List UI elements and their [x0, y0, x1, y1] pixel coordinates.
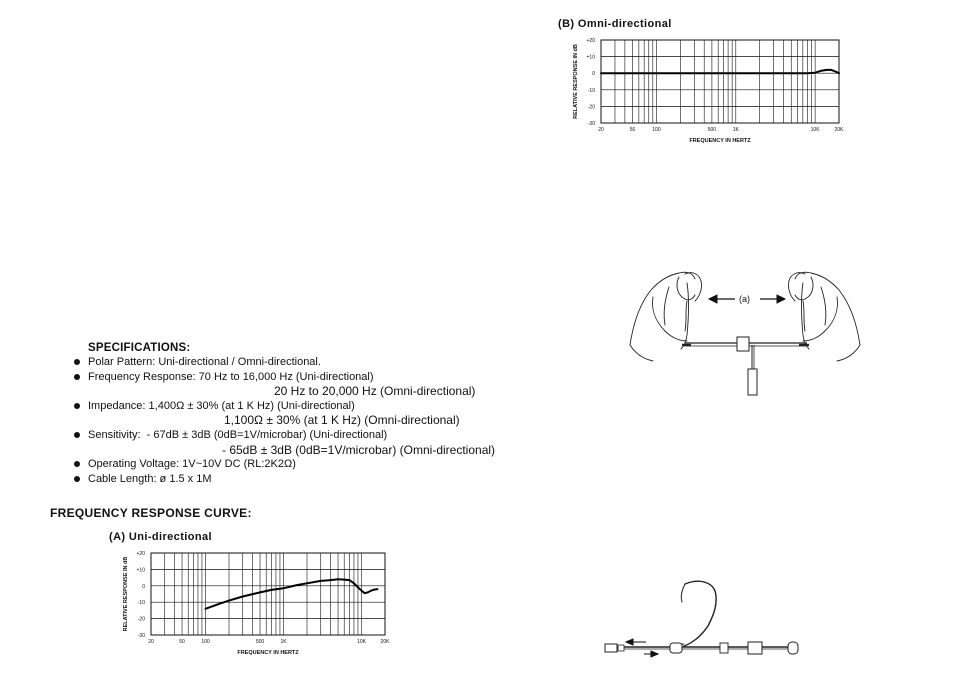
- x-tick-label: 1K: [280, 639, 287, 645]
- x-tick-label: 20K: [834, 127, 844, 133]
- y-tick-label: -20: [137, 616, 145, 623]
- y-tick-label: 0: [142, 583, 145, 590]
- chart-b-title: (B) Omni-directional: [558, 18, 672, 30]
- x-tick-label: 50: [629, 127, 636, 133]
- spec-frequency-response-omni: 20 Hz to 20,000 Hz (Omni-directional): [274, 384, 476, 399]
- spec-sensitivity: Sensitivity: - 67dB ± 3dB (0dB=1V/microbar) (Uni-directional): [88, 428, 388, 441]
- y-tick-label: +20: [586, 38, 595, 44]
- y-tick-label: -10: [137, 600, 145, 607]
- frequency-response-curve-title: FREQUENCY RESPONSE CURVE:: [50, 506, 252, 520]
- x-tick-label: 1K: [732, 127, 739, 133]
- bullet-icon: [74, 432, 80, 438]
- spec-cable-length: Cable Length: ø 1.5 x 1M: [88, 472, 212, 485]
- x-tick-label: 100: [201, 639, 210, 645]
- response-curve: [206, 579, 378, 609]
- y-tick-label: -20: [587, 104, 595, 111]
- y-tick-label: +10: [136, 567, 145, 574]
- x-tick-label: 50: [179, 639, 185, 645]
- x-axis-label: FREQUENCY IN HERTZ: [689, 138, 751, 144]
- y-tick-label: 0: [592, 71, 595, 78]
- spec-impedance: Impedance: 1,400Ω ± 30% (at 1 K Hz) (Uni-directional): [88, 399, 355, 412]
- x-axis-label: FREQUENCY IN HERTZ: [237, 650, 299, 656]
- chart-omni-directional: [565, 32, 860, 147]
- x-tick-label: 500: [707, 127, 717, 133]
- y-axis-label: RELATIVE RESPONSE IN dB: [573, 44, 579, 119]
- x-tick-label: 100: [652, 127, 661, 133]
- y-tick-label: -10: [587, 87, 595, 94]
- x-tick-label: 10K: [810, 127, 820, 133]
- plot-frame: [151, 553, 385, 635]
- bullet-icon: [74, 476, 80, 482]
- y-tick-label: +20: [136, 551, 145, 557]
- spec-operating-voltage: Operating Voltage: 1V~10V DC (RL:2K2Ω): [88, 458, 296, 471]
- x-tick-label: 10K: [357, 639, 366, 645]
- hands-stretching-cable-figure: [625, 265, 865, 400]
- y-axis-label: RELATIVE RESPONSE IN dB: [123, 556, 129, 632]
- y-tick-label: +10: [586, 54, 595, 61]
- specifications-title: SPECIFICATIONS:: [88, 342, 191, 354]
- y-tick-label: -30: [587, 121, 595, 127]
- x-tick-label: 20K: [380, 639, 390, 645]
- chart-a-title: (A) Uni-directional: [109, 531, 212, 543]
- x-tick-label: 20: [598, 127, 604, 133]
- hands-label: (a): [739, 294, 750, 304]
- bullet-icon: [74, 374, 80, 380]
- spec-frequency-response: Frequency Response: 70 Hz to 16,000 Hz (Uni-directional): [88, 370, 374, 383]
- spec-impedance-omni: 1,100Ω ± 30% (at 1 K Hz) (Omni-directional): [224, 413, 460, 428]
- spec-polar-pattern: Polar Pattern: Uni-directional / Omni-directional.: [88, 356, 321, 368]
- chart-uni-directional: [115, 545, 415, 660]
- response-curve: [601, 70, 839, 73]
- y-tick-label: -30: [137, 633, 145, 639]
- bullet-icon: [74, 359, 80, 365]
- headset-microphone-figure: [600, 578, 810, 660]
- spec-sensitivity-omni: - 65dB ± 3dB (0dB=1V/microbar) (Omni-directional): [222, 442, 496, 457]
- x-tick-label: 20: [148, 639, 154, 645]
- bullet-icon: [74, 403, 80, 409]
- bullet-icon: [74, 461, 80, 467]
- x-tick-label: 500: [255, 639, 265, 645]
- plot-frame: [601, 40, 839, 123]
